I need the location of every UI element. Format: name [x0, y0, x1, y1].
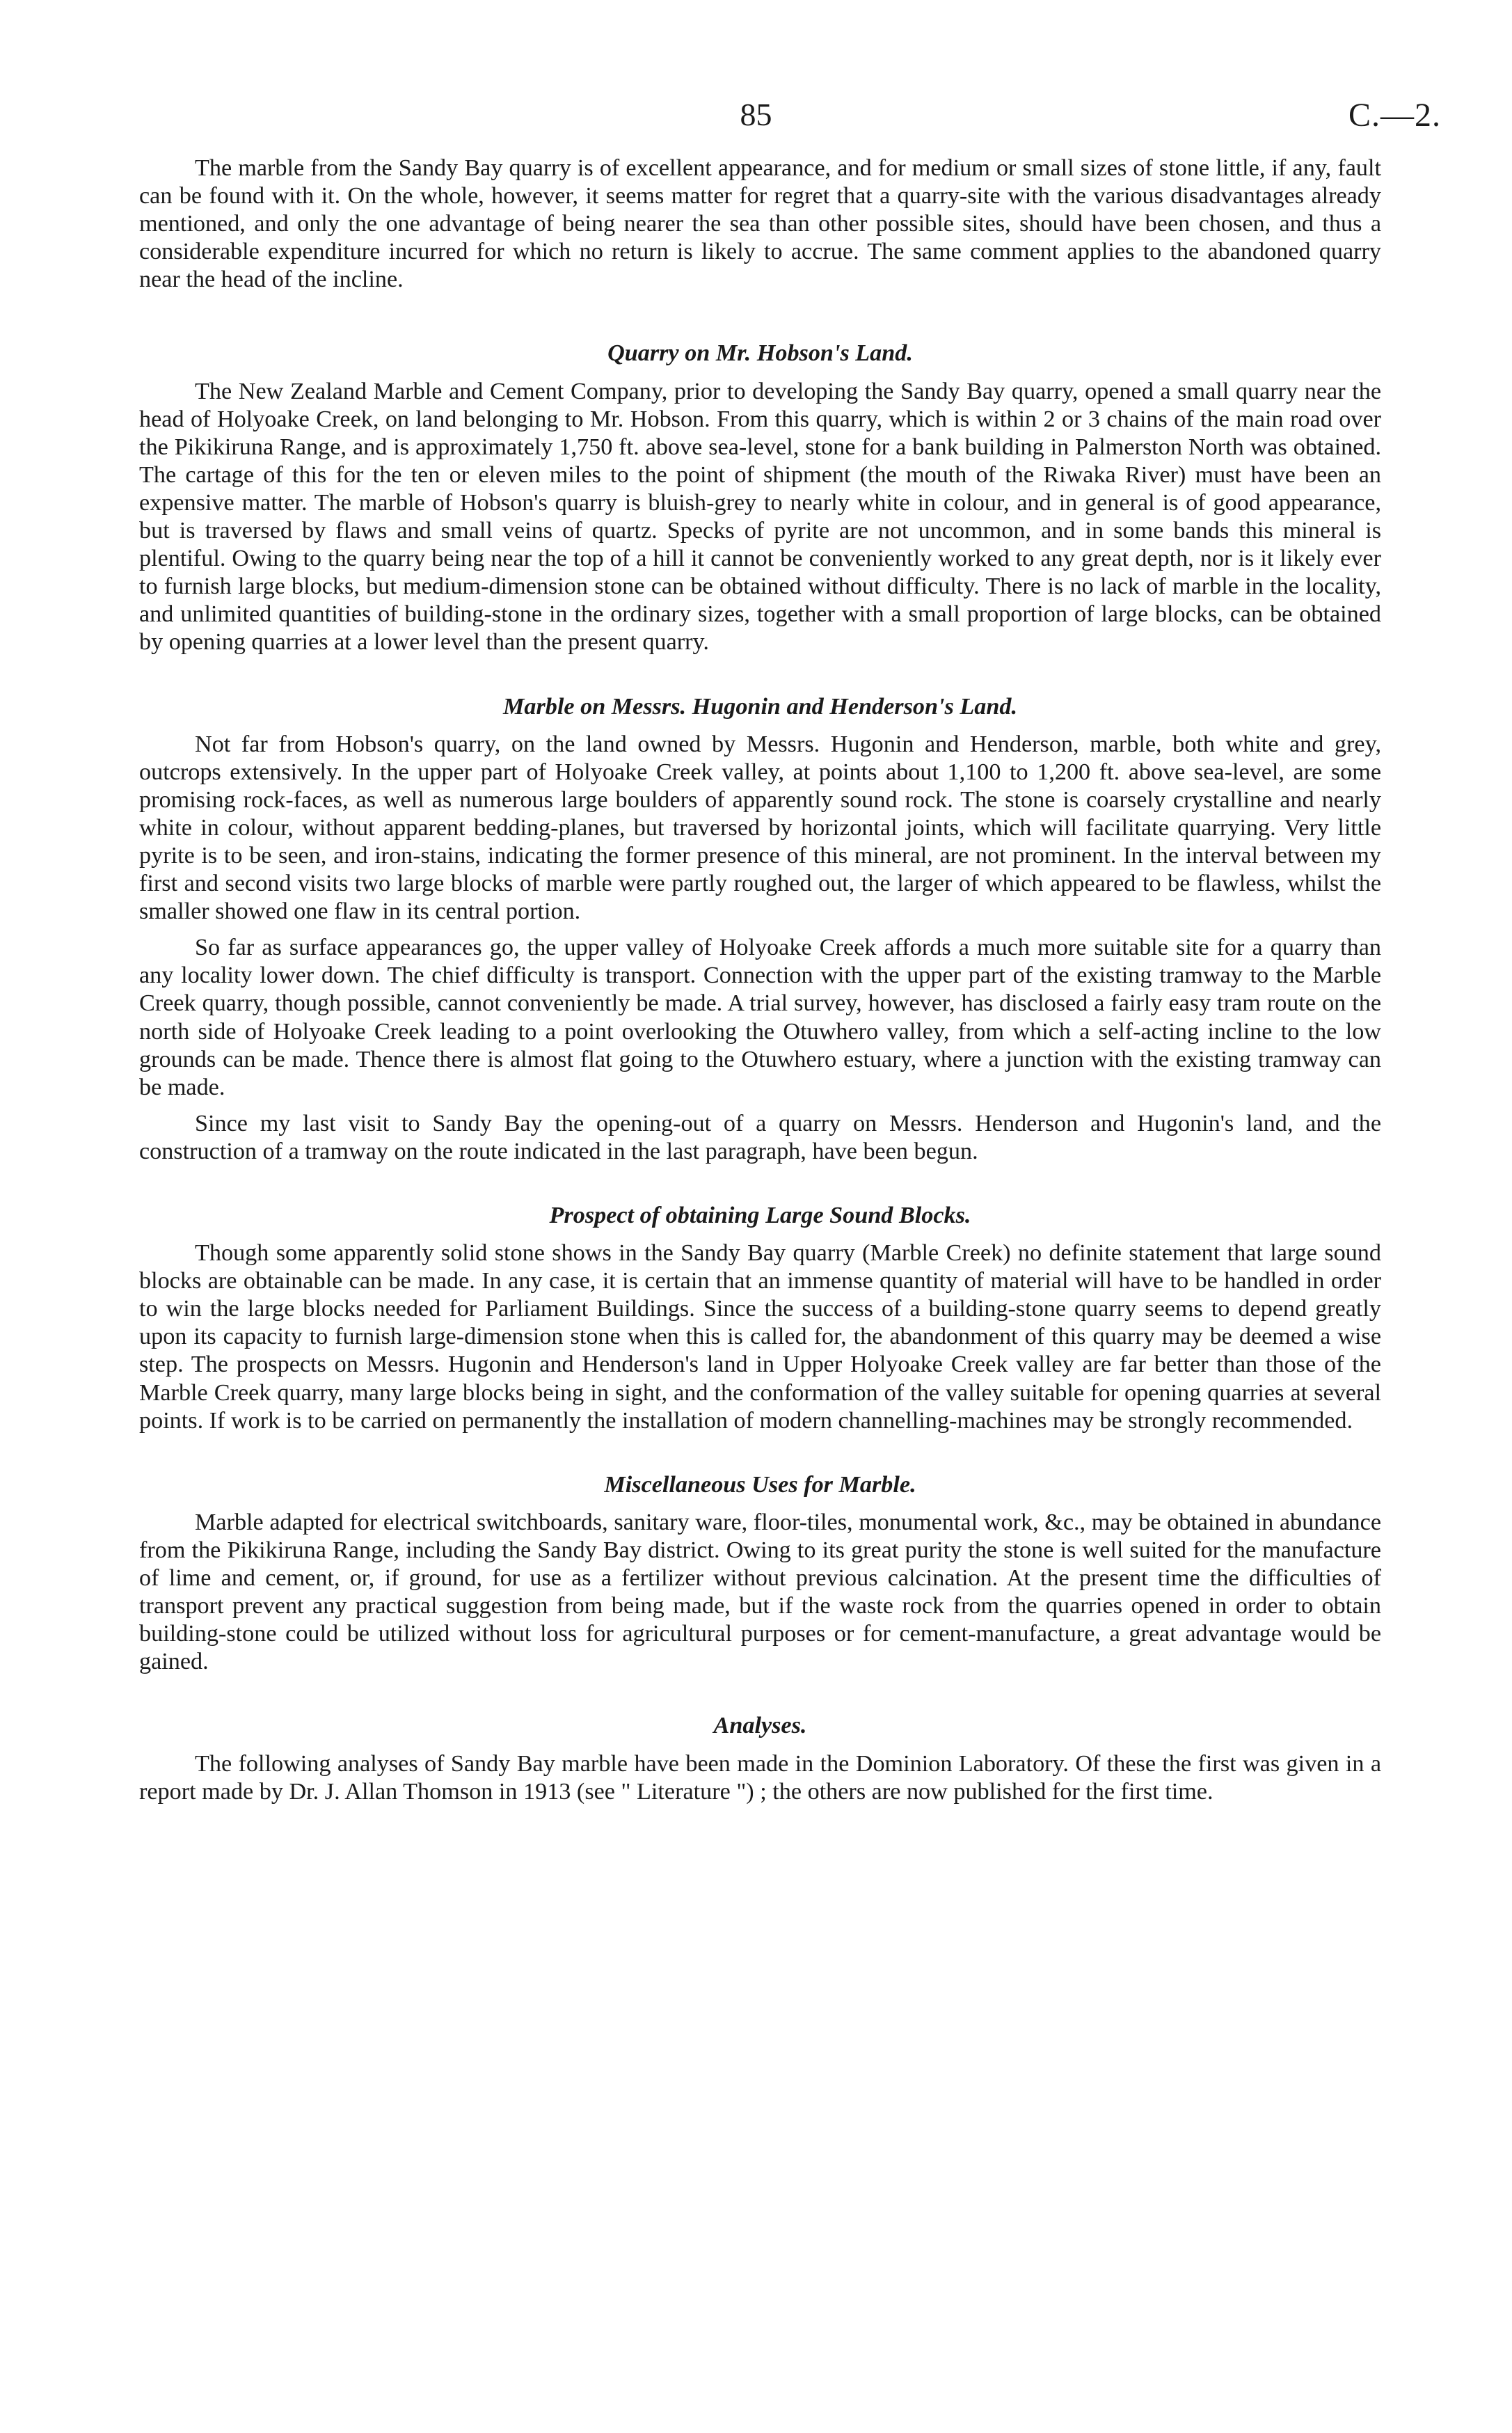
- section-analyses: [139, 1712, 1381, 1805]
- page-number: 85: [740, 97, 772, 132]
- paragraph: The marble from the Sandy Bay quarry is of excellent appearance, and for medium or small sizes of stone little, if any, fault can be found with it. On the whole, however, it seems matter for regret that a quarry-site with the various disadvantages already mentioned, and only the one advantage of being nearer the sea than other possible sites, should have been chosen, and thus a considerable expenditure incurred for which no return is likely to accrue. The same comment applies to the abandoned quarry near the head of the incline.: [139, 155, 1381, 293]
- section-hobson-quarry: [139, 340, 1381, 656]
- section-heading: Quarry on Mr. Hobson's Land.: [607, 340, 913, 367]
- paragraph: Not far from Hobson's quarry, on the land owned by Messrs. Hugonin and Henderson, marble, both white and grey, outcrops extensively. In the upper part of Holyoake Creek valley, at points about 1,100 to 1,200 ft. above sea-level, are some promising rock-faces, as well as numerous large boulders of apparently sound rock. The stone is coarsely crystalline and nearly white in colour, without apparent bedding-planes, but traversed by horizontal joints, which will facilitate quarrying. Very little pyrite is to be seen, and iron-stains, indicating the former presence of this mineral, are not prominent. In the interval between my first and second visits two large blocks of marble were partly roughed out, the larger of which appeared to be flawless, whilst the smaller showed one flaw in its central portion.: [139, 731, 1381, 925]
- paragraph: Marble adapted for electrical switchboards, sanitary ware, floor-tiles, monumental work, &c., may be obtained in abundance from the Pikikiruna Range, including the Sandy Bay district. Owing to its great purity the stone is well suited for the manufacture of lime and cement, or, if ground, for use as a fertilizer without previous calcination. At the present time the difficulties of transport prevent any practical suggestion from being made, but if the waste rock from the quarries opened in order to obtain building-stone could be utilized without loss for agricultural purposes or for cement-manufacture, a great advantage would be gained.: [139, 1509, 1381, 1675]
- section-heading: Miscellaneous Uses for Marble.: [604, 1471, 916, 1498]
- page-header: [0, 96, 1512, 138]
- section-heading: Analyses.: [713, 1713, 807, 1739]
- section-heading: Prospect of obtaining Large Sound Blocks.: [549, 1203, 971, 1228]
- paragraph: The New Zealand Marble and Cement Company, prior to developing the Sandy Bay quarry, opened a small quarry near the head of Holyoake Creek, on land belonging to Mr. Hobson. From this quarry, which is within 2 or 3 chains of the main road over the Pikikiruna Range, and is approximately 1,750 ft. above sea-level, stone for a bank building in Palmerston North was obtained. The cartage of this for the ten or eleven miles to the point of shipment (the mouth of the Riwaka River) must have been an expensive matter. The marble of Hobson's quarry is bluish-grey to nearly white in colour, and in general is of good appearance, but is traversed by flaws and small veins of quartz. Specks of pyrite are not uncommon, and in some bands this mineral is plentiful. Owing to the quarry being near the top of a hill it cannot be conveniently worked to any great depth, nor is it likely ever to furnish large blocks, but medium-dimension stone can be obtained without difficulty. There is no lack of marble in the locality, and unlimited quantities of building-stone in the ordinary sizes, together with a small proportion of large blocks, can be obtained by opening quarries at a lower level than the present quarry.: [139, 378, 1381, 656]
- paragraph: Since my last visit to Sandy Bay the opening-out of a quarry on Messrs. Henderson and Hugonin's land, and the construction of a tramway on the route indicated in the last paragraph, have been begun.: [139, 1110, 1381, 1164]
- section-hugonin-henderson: [139, 693, 1381, 1166]
- section-intro: [139, 154, 1381, 294]
- section-misc-uses: [139, 1471, 1381, 1677]
- document-body: [139, 154, 1381, 1806]
- paragraph: The following analyses of Sandy Bay marble have been made in the Dominion Laboratory. Of these the first was given in a report made by Dr. J. Allan Thomson in 1913 (see " Literature ") ; the others are now published for the first time.: [139, 1750, 1381, 1805]
- document-reference: C.—2.: [1348, 97, 1441, 134]
- section-heading: Marble on Messrs. Hugonin and Henderson's Land.: [502, 693, 1017, 720]
- paragraph: Though some apparently solid stone shows in the Sandy Bay quarry (Marble Creek) no definite statement that large sound blocks are obtainable can be made. In any case, it is certain that an immense quantity of material will have to be handled in order to win the large blocks needed for Parliament Buildings. Since the success of a building-stone quarry seems to depend greatly upon its capacity to furnish large-dimension stone when this is called for, the abandonment of this quarry may be deemed a wise step. The prospects on Messrs. Hugonin and Henderson's land in Upper Holyoake Creek valley are far better than those of the Marble Creek quarry, many large blocks being in sight, and the conformation of the valley suitable for opening quarries at several points. If work is to be carried on permanently the installation of modern channelling-machines may be strongly recommended.: [139, 1240, 1381, 1434]
- section-large-blocks: [139, 1202, 1381, 1435]
- paragraph: So far as surface appearances go, the upper valley of Holyoake Creek affords a much more suitable site for a quarry than any locality lower down. The chief difficulty is transport. Connection with the upper part of the existing tramway to the Marble Creek quarry, though possible, cannot conveniently be made. A trial survey, however, has disclosed a fairly easy tram route on the north side of Holyoake Creek leading to a point overlooking the Otuwhero valley, from which a self-acting incline to the low grounds can be made. Thence there is almost flat going to the Otuwhero estuary, where a junction with the existing tramway can be made.: [139, 935, 1381, 1100]
